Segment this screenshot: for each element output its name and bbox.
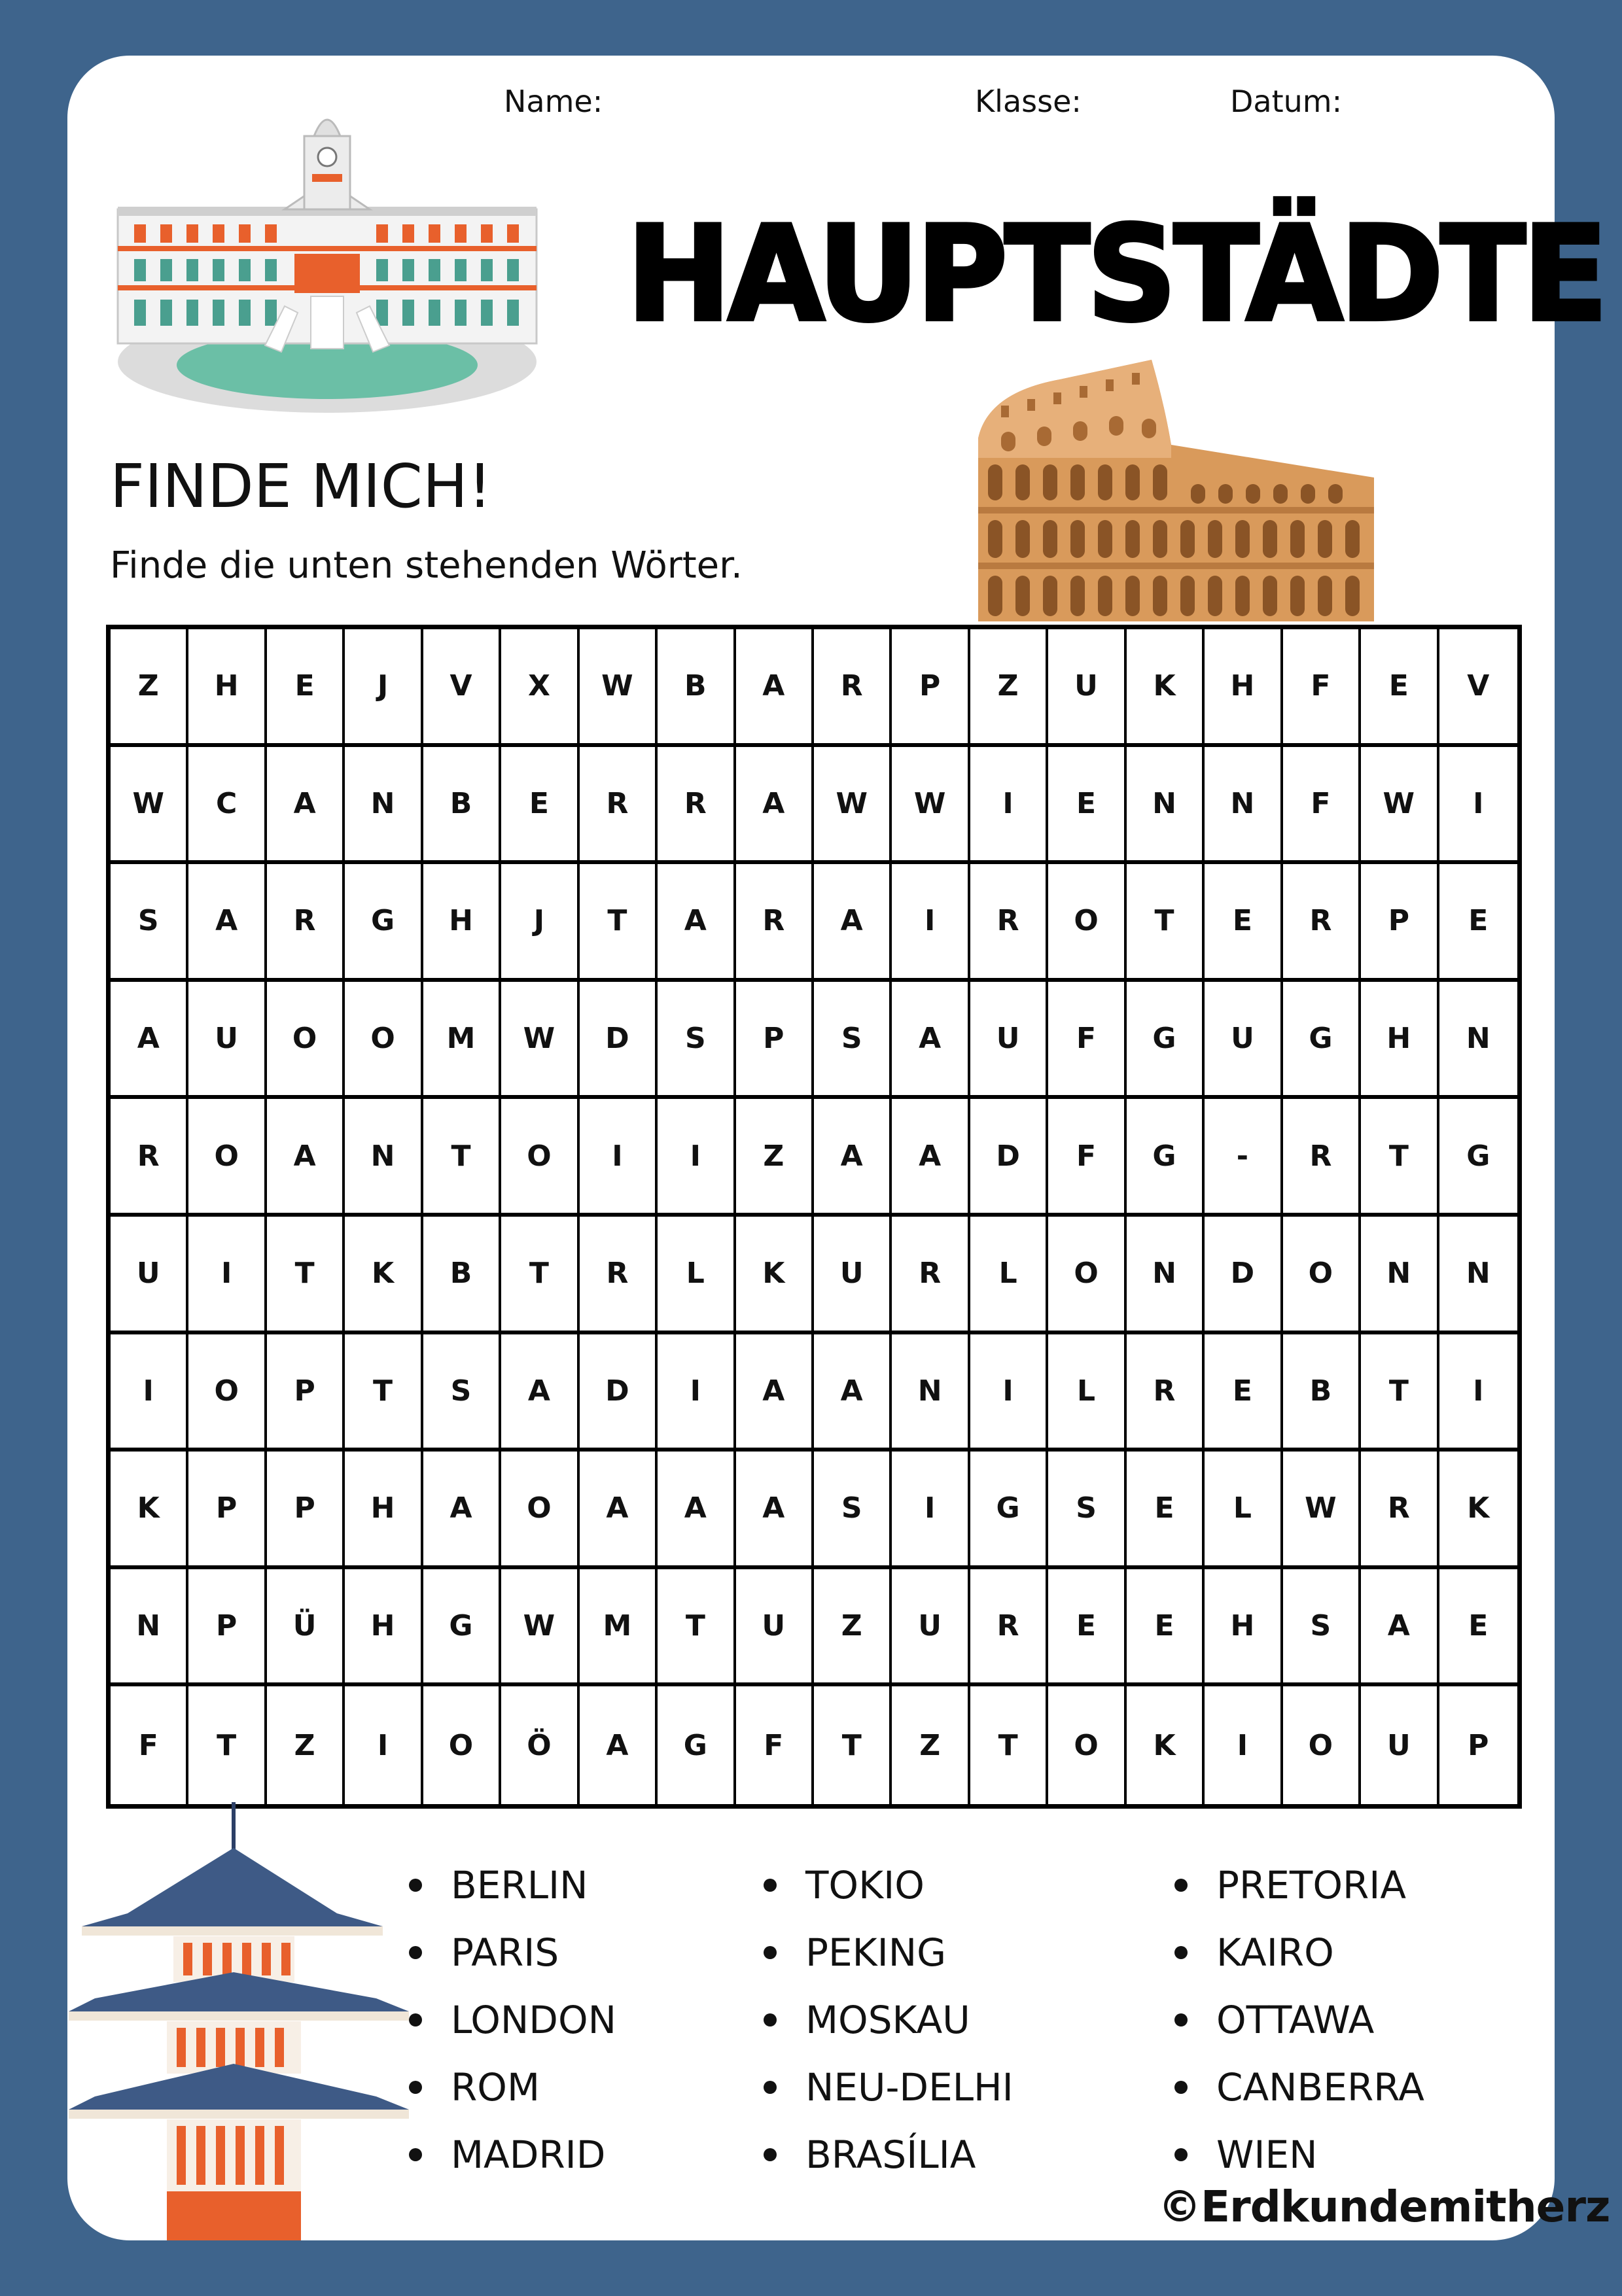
grid-cell[interactable]: G bbox=[658, 1686, 735, 1804]
word-label: PRETORIA bbox=[1216, 1862, 1407, 1907]
bullet bbox=[1174, 1879, 1188, 1892]
grid-cell[interactable]: R bbox=[970, 1569, 1048, 1687]
grid-cell[interactable]: W bbox=[111, 747, 188, 865]
grid-cell[interactable]: Z bbox=[736, 1099, 814, 1217]
bullet bbox=[409, 2081, 422, 2094]
grid-cell[interactable]: P bbox=[1361, 864, 1439, 982]
grid-cell[interactable]: H bbox=[1361, 982, 1439, 1100]
grid-cell[interactable]: - bbox=[1205, 1099, 1282, 1217]
grid-cell[interactable]: V bbox=[423, 629, 501, 747]
grid-cell[interactable]: R bbox=[267, 864, 345, 982]
word-item bbox=[409, 2121, 616, 2188]
grid-cell[interactable]: S bbox=[111, 864, 188, 982]
grid-cell[interactable]: E bbox=[1439, 864, 1517, 982]
bullet bbox=[764, 1946, 777, 1959]
grid-cell[interactable]: F bbox=[736, 1686, 814, 1804]
grid-cell[interactable]: I bbox=[188, 1217, 266, 1334]
grid-cell[interactable]: G bbox=[1283, 982, 1361, 1100]
word-item bbox=[764, 1851, 1014, 1919]
grid-cell[interactable]: R bbox=[1127, 1334, 1205, 1452]
grid-cell[interactable]: W bbox=[1361, 747, 1439, 865]
grid-cell[interactable]: O bbox=[1048, 1686, 1126, 1804]
grid-cell[interactable]: A bbox=[892, 1099, 970, 1217]
grid-cell[interactable]: P bbox=[892, 629, 970, 747]
grid-cell[interactable]: S bbox=[1283, 1569, 1361, 1687]
grid-cell[interactable]: H bbox=[1205, 1569, 1282, 1687]
grid-cell[interactable]: W bbox=[892, 747, 970, 865]
grid-cell[interactable]: P bbox=[188, 1569, 266, 1687]
grid-cell[interactable]: T bbox=[658, 1569, 735, 1687]
grid-cell[interactable]: E bbox=[1048, 1569, 1126, 1687]
madrid-post-office-icon bbox=[108, 97, 546, 417]
grid-cell[interactable]: I bbox=[345, 1686, 423, 1804]
word-label: WIEN bbox=[1216, 2132, 1318, 2177]
word-item bbox=[1174, 2121, 1424, 2188]
word-item bbox=[1174, 1851, 1424, 1919]
grid-cell[interactable]: T bbox=[345, 1334, 423, 1452]
word-label: PEKING bbox=[805, 1930, 947, 1975]
grid-cell[interactable]: R bbox=[111, 1099, 188, 1217]
grid-cell[interactable]: R bbox=[1283, 864, 1361, 982]
grid-cell[interactable]: S bbox=[658, 982, 735, 1100]
grid-cell[interactable]: F bbox=[1283, 629, 1361, 747]
bullet bbox=[409, 2013, 422, 2026]
grid-cell[interactable]: A bbox=[267, 747, 345, 865]
grid-cell[interactable]: A bbox=[580, 1686, 658, 1804]
bullet bbox=[1174, 1946, 1188, 1959]
grid-cell[interactable]: P bbox=[736, 982, 814, 1100]
pagoda-icon bbox=[69, 1802, 409, 2240]
bullet bbox=[764, 1879, 777, 1892]
grid-cell[interactable]: I bbox=[892, 864, 970, 982]
grid-cell[interactable]: S bbox=[1048, 1452, 1126, 1569]
grid-cell[interactable]: I bbox=[658, 1334, 735, 1452]
word-label: KAIRO bbox=[1216, 1930, 1334, 1975]
grid-cell[interactable]: D bbox=[580, 982, 658, 1100]
grid-cell[interactable]: R bbox=[1361, 1452, 1439, 1569]
grid-cell[interactable]: F bbox=[1283, 747, 1361, 865]
word-list-column-1 bbox=[409, 1851, 616, 2188]
word-label: LONDON bbox=[451, 1997, 616, 2042]
bullet bbox=[409, 1879, 422, 1892]
grid-cell[interactable]: I bbox=[1205, 1686, 1282, 1804]
grid-cell[interactable]: E bbox=[1439, 1569, 1517, 1687]
word-item bbox=[409, 2053, 616, 2121]
grid-cell[interactable]: I bbox=[892, 1452, 970, 1569]
date-label: Datum: bbox=[1230, 84, 1343, 119]
word-item bbox=[764, 1919, 1014, 1986]
grid-cell[interactable]: L bbox=[658, 1217, 735, 1334]
grid-cell[interactable]: U bbox=[892, 1569, 970, 1687]
grid-cell[interactable]: P bbox=[267, 1334, 345, 1452]
grid-cell[interactable]: N bbox=[1127, 747, 1205, 865]
grid-cell[interactable]: E bbox=[1205, 864, 1282, 982]
word-label: BRASÍLIA bbox=[805, 2132, 976, 2177]
grid-cell[interactable]: A bbox=[111, 982, 188, 1100]
bullet bbox=[1174, 2081, 1188, 2094]
grid-cell[interactable]: H bbox=[345, 1452, 423, 1569]
grid-cell[interactable]: W bbox=[580, 629, 658, 747]
word-label: MOSKAU bbox=[805, 1997, 970, 2042]
grid-cell[interactable]: A bbox=[814, 1099, 892, 1217]
grid-cell[interactable]: H bbox=[345, 1569, 423, 1687]
grid-cell[interactable]: H bbox=[188, 629, 266, 747]
grid-cell[interactable]: O bbox=[1048, 864, 1126, 982]
word-item bbox=[1174, 2053, 1424, 2121]
grid-cell[interactable]: D bbox=[580, 1334, 658, 1452]
bullet bbox=[764, 2013, 777, 2026]
word-search-grid bbox=[106, 625, 1522, 1809]
grid-cell[interactable]: Z bbox=[814, 1569, 892, 1687]
grid-cell[interactable]: R bbox=[970, 864, 1048, 982]
word-list-column-2 bbox=[764, 1851, 1014, 2188]
grid-cell[interactable]: A bbox=[814, 864, 892, 982]
grid-cell[interactable]: O bbox=[501, 1452, 579, 1569]
grid-cell[interactable]: T bbox=[423, 1099, 501, 1217]
word-label: NEU-DELHI bbox=[805, 2064, 1014, 2110]
grid-cell[interactable]: L bbox=[970, 1217, 1048, 1334]
grid-cell[interactable]: R bbox=[658, 747, 735, 865]
grid-cell[interactable]: O bbox=[501, 1099, 579, 1217]
grid-cell[interactable]: R bbox=[580, 747, 658, 865]
grid-cell[interactable]: G bbox=[970, 1452, 1048, 1569]
grid-cell[interactable]: F bbox=[1048, 982, 1126, 1100]
bullet bbox=[409, 1946, 422, 1959]
word-item bbox=[764, 1986, 1014, 2053]
grid-cell[interactable]: I bbox=[1439, 747, 1517, 865]
finde-mich-heading: FINDE MICH! bbox=[110, 451, 492, 521]
grid-cell[interactable]: R bbox=[580, 1217, 658, 1334]
grid-cell[interactable]: T bbox=[267, 1217, 345, 1334]
grid-cell[interactable]: T bbox=[501, 1217, 579, 1334]
grid-cell[interactable]: E bbox=[1127, 1452, 1205, 1569]
grid-cell[interactable]: I bbox=[658, 1099, 735, 1217]
grid-cell[interactable]: F bbox=[111, 1686, 188, 1804]
grid-cell[interactable]: A bbox=[188, 864, 266, 982]
grid-cell[interactable]: T bbox=[970, 1686, 1048, 1804]
grid-cell[interactable]: D bbox=[1205, 1217, 1282, 1334]
grid-cell[interactable]: I bbox=[1439, 1334, 1517, 1452]
bullet bbox=[1174, 2148, 1188, 2161]
grid-cell[interactable]: I bbox=[580, 1099, 658, 1217]
grid-cell[interactable]: E bbox=[1127, 1569, 1205, 1687]
grid-cell[interactable]: W bbox=[501, 982, 579, 1100]
grid-cell[interactable]: F bbox=[1048, 1099, 1126, 1217]
grid-cell[interactable]: U bbox=[111, 1217, 188, 1334]
word-label: CANBERRA bbox=[1216, 2064, 1424, 2110]
grid-cell[interactable]: N bbox=[1205, 747, 1282, 865]
grid-cell[interactable]: N bbox=[1439, 982, 1517, 1100]
grid-cell[interactable]: P bbox=[1468, 1728, 1489, 1762]
grid-cell[interactable]: S bbox=[423, 1334, 501, 1452]
grid-cell[interactable]: A bbox=[736, 1334, 814, 1452]
class-label: Klasse: bbox=[975, 84, 1082, 119]
grid-cell[interactable]: N bbox=[1439, 1217, 1517, 1334]
grid-cell[interactable]: X bbox=[501, 629, 579, 747]
grid-cell[interactable]: Z bbox=[892, 1686, 970, 1804]
grid-cell[interactable]: A bbox=[658, 1452, 735, 1569]
grid-cell[interactable]: A bbox=[736, 747, 814, 865]
grid-cell[interactable]: Z bbox=[267, 1686, 345, 1804]
grid-cell[interactable]: J bbox=[501, 864, 579, 982]
grid-cell[interactable]: A bbox=[1361, 1569, 1439, 1687]
grid-cell[interactable]: A bbox=[892, 982, 970, 1100]
name-label: Name: bbox=[504, 84, 603, 119]
grid-cell[interactable]: K bbox=[345, 1217, 423, 1334]
word-list-column-3 bbox=[1174, 1851, 1424, 2188]
grid-cell[interactable]: N bbox=[111, 1569, 188, 1687]
grid-cell[interactable]: T bbox=[188, 1686, 266, 1804]
bullet bbox=[409, 2148, 422, 2161]
grid-cell[interactable]: B bbox=[423, 747, 501, 865]
word-label: TOKIO bbox=[805, 1862, 925, 1907]
bullet bbox=[764, 2148, 777, 2161]
word-label: MADRID bbox=[451, 2132, 606, 2177]
grid-cell[interactable]: N bbox=[1361, 1217, 1439, 1334]
grid-cell[interactable]: I bbox=[111, 1334, 188, 1452]
word-item bbox=[764, 2121, 1014, 2188]
grid-cell[interactable]: P bbox=[188, 1452, 266, 1569]
grid-cell[interactable]: O bbox=[188, 1099, 266, 1217]
grid-cell[interactable]: K bbox=[1439, 1452, 1517, 1569]
copyright-text: ©Erdkundemitherz bbox=[1158, 2182, 1610, 2232]
grid-cell[interactable]: B bbox=[1283, 1334, 1361, 1452]
grid-cell[interactable]: Ö bbox=[501, 1686, 579, 1804]
grid-cell[interactable]: E bbox=[1205, 1334, 1282, 1452]
word-item bbox=[409, 1919, 616, 1986]
grid-cell[interactable]: G bbox=[1127, 982, 1205, 1100]
grid-cell[interactable]: U bbox=[1048, 629, 1126, 747]
grid-cell[interactable]: N bbox=[345, 1099, 423, 1217]
grid-cell[interactable]: R bbox=[814, 629, 892, 747]
word-item bbox=[1174, 1986, 1424, 2053]
grid-cell[interactable]: A bbox=[423, 1452, 501, 1569]
grid-cell[interactable]: E bbox=[267, 629, 345, 747]
instruction-text: Finde die unten stehenden Wörter. bbox=[110, 544, 743, 587]
grid-cell[interactable]: I bbox=[970, 747, 1048, 865]
grid-cell[interactable]: H bbox=[423, 864, 501, 982]
grid-cell[interactable]: N bbox=[345, 747, 423, 865]
grid-cell[interactable]: R bbox=[736, 864, 814, 982]
grid-cell[interactable]: T bbox=[1127, 864, 1205, 982]
grid-cell[interactable]: W bbox=[1283, 1452, 1361, 1569]
grid-cell[interactable]: V bbox=[1439, 629, 1517, 747]
grid-cell[interactable]: M bbox=[423, 982, 501, 1100]
grid-cell[interactable]: U bbox=[736, 1569, 814, 1687]
grid-cell[interactable]: G bbox=[1439, 1099, 1517, 1217]
grid-cell[interactable]: S bbox=[814, 982, 892, 1100]
grid-cell[interactable]: U bbox=[1205, 982, 1282, 1100]
grid-cell[interactable]: J bbox=[345, 629, 423, 747]
grid-cell[interactable]: R bbox=[1283, 1099, 1361, 1217]
grid-cell[interactable]: A bbox=[267, 1099, 345, 1217]
grid-cell[interactable]: T bbox=[1361, 1334, 1439, 1452]
grid-cell[interactable]: Z bbox=[111, 629, 188, 747]
word-item bbox=[764, 2053, 1014, 2121]
bullet bbox=[764, 2081, 777, 2094]
word-label: PARIS bbox=[451, 1930, 559, 1975]
page-title: HAUPTSTÄDTE bbox=[627, 198, 1606, 351]
grid-cell[interactable]: H bbox=[1205, 629, 1282, 747]
grid-cell[interactable]: O bbox=[1283, 1217, 1361, 1334]
grid-cell[interactable]: N bbox=[1127, 1217, 1205, 1334]
word-label: BERLIN bbox=[451, 1862, 588, 1907]
grid-cell[interactable]: L bbox=[1048, 1334, 1126, 1452]
colosseum-icon bbox=[975, 353, 1377, 628]
grid-cell[interactable]: G bbox=[423, 1569, 501, 1687]
grid-cell[interactable]: U bbox=[814, 1217, 892, 1334]
grid-cell[interactable]: E bbox=[1361, 629, 1439, 747]
grid-cell[interactable]: Z bbox=[970, 629, 1048, 747]
grid-cell[interactable]: O bbox=[188, 1334, 266, 1452]
grid-cell[interactable]: M bbox=[580, 1569, 658, 1687]
grid-cell[interactable]: T bbox=[814, 1686, 892, 1804]
grid-cell[interactable]: A bbox=[814, 1334, 892, 1452]
grid-cell[interactable]: W bbox=[501, 1569, 579, 1687]
grid-cell[interactable]: T bbox=[1361, 1099, 1439, 1217]
grid-cell[interactable]: O bbox=[1048, 1217, 1126, 1334]
grid-cell[interactable]: A bbox=[736, 629, 814, 747]
grid-cell[interactable]: I bbox=[970, 1334, 1048, 1452]
grid-cell[interactable]: K bbox=[736, 1217, 814, 1334]
grid-cell[interactable]: P bbox=[267, 1452, 345, 1569]
grid-cell[interactable]: T bbox=[580, 864, 658, 982]
grid-cell[interactable]: B bbox=[658, 629, 735, 747]
grid-cell[interactable]: U bbox=[970, 982, 1048, 1100]
grid-cell[interactable]: D bbox=[970, 1099, 1048, 1217]
grid-cell[interactable]: S bbox=[814, 1452, 892, 1569]
grid-cell[interactable]: E bbox=[501, 747, 579, 865]
grid-cell[interactable]: O bbox=[267, 982, 345, 1100]
grid-cell[interactable]: B bbox=[423, 1217, 501, 1334]
grid-cell[interactable]: L bbox=[1205, 1452, 1282, 1569]
grid-cell[interactable]: O bbox=[345, 982, 423, 1100]
word-label: OTTAWA bbox=[1216, 1997, 1375, 2042]
grid-cell[interactable]: A bbox=[580, 1452, 658, 1569]
word-item bbox=[409, 1851, 616, 1919]
grid-cell[interactable]: K bbox=[1127, 629, 1205, 747]
grid-cell[interactable]: Ü bbox=[267, 1569, 345, 1687]
grid-cell[interactable]: G bbox=[1127, 1099, 1205, 1217]
grid-cell[interactable]: K bbox=[1127, 1686, 1205, 1804]
grid-cell[interactable]: U bbox=[188, 982, 266, 1100]
grid-cell[interactable]: U bbox=[1361, 1686, 1439, 1804]
grid-cell[interactable]: N bbox=[892, 1334, 970, 1452]
grid-cell[interactable]: A bbox=[658, 864, 735, 982]
grid-cell[interactable]: R bbox=[892, 1217, 970, 1334]
grid-cell[interactable]: E bbox=[1048, 747, 1126, 865]
grid-cell[interactable]: O bbox=[423, 1686, 501, 1804]
grid-cell[interactable]: A bbox=[501, 1334, 579, 1452]
bullet bbox=[1174, 2013, 1188, 2026]
word-item bbox=[409, 1986, 616, 2053]
grid-cell[interactable]: A bbox=[736, 1452, 814, 1569]
grid-cell[interactable]: G bbox=[345, 864, 423, 982]
word-item bbox=[1174, 1919, 1424, 1986]
word-label: ROM bbox=[451, 2064, 540, 2110]
grid-cell[interactable]: K bbox=[111, 1452, 188, 1569]
grid-cell[interactable]: O bbox=[1283, 1686, 1361, 1804]
grid-cell[interactable]: W bbox=[814, 747, 892, 865]
grid-cell[interactable]: C bbox=[188, 747, 266, 865]
